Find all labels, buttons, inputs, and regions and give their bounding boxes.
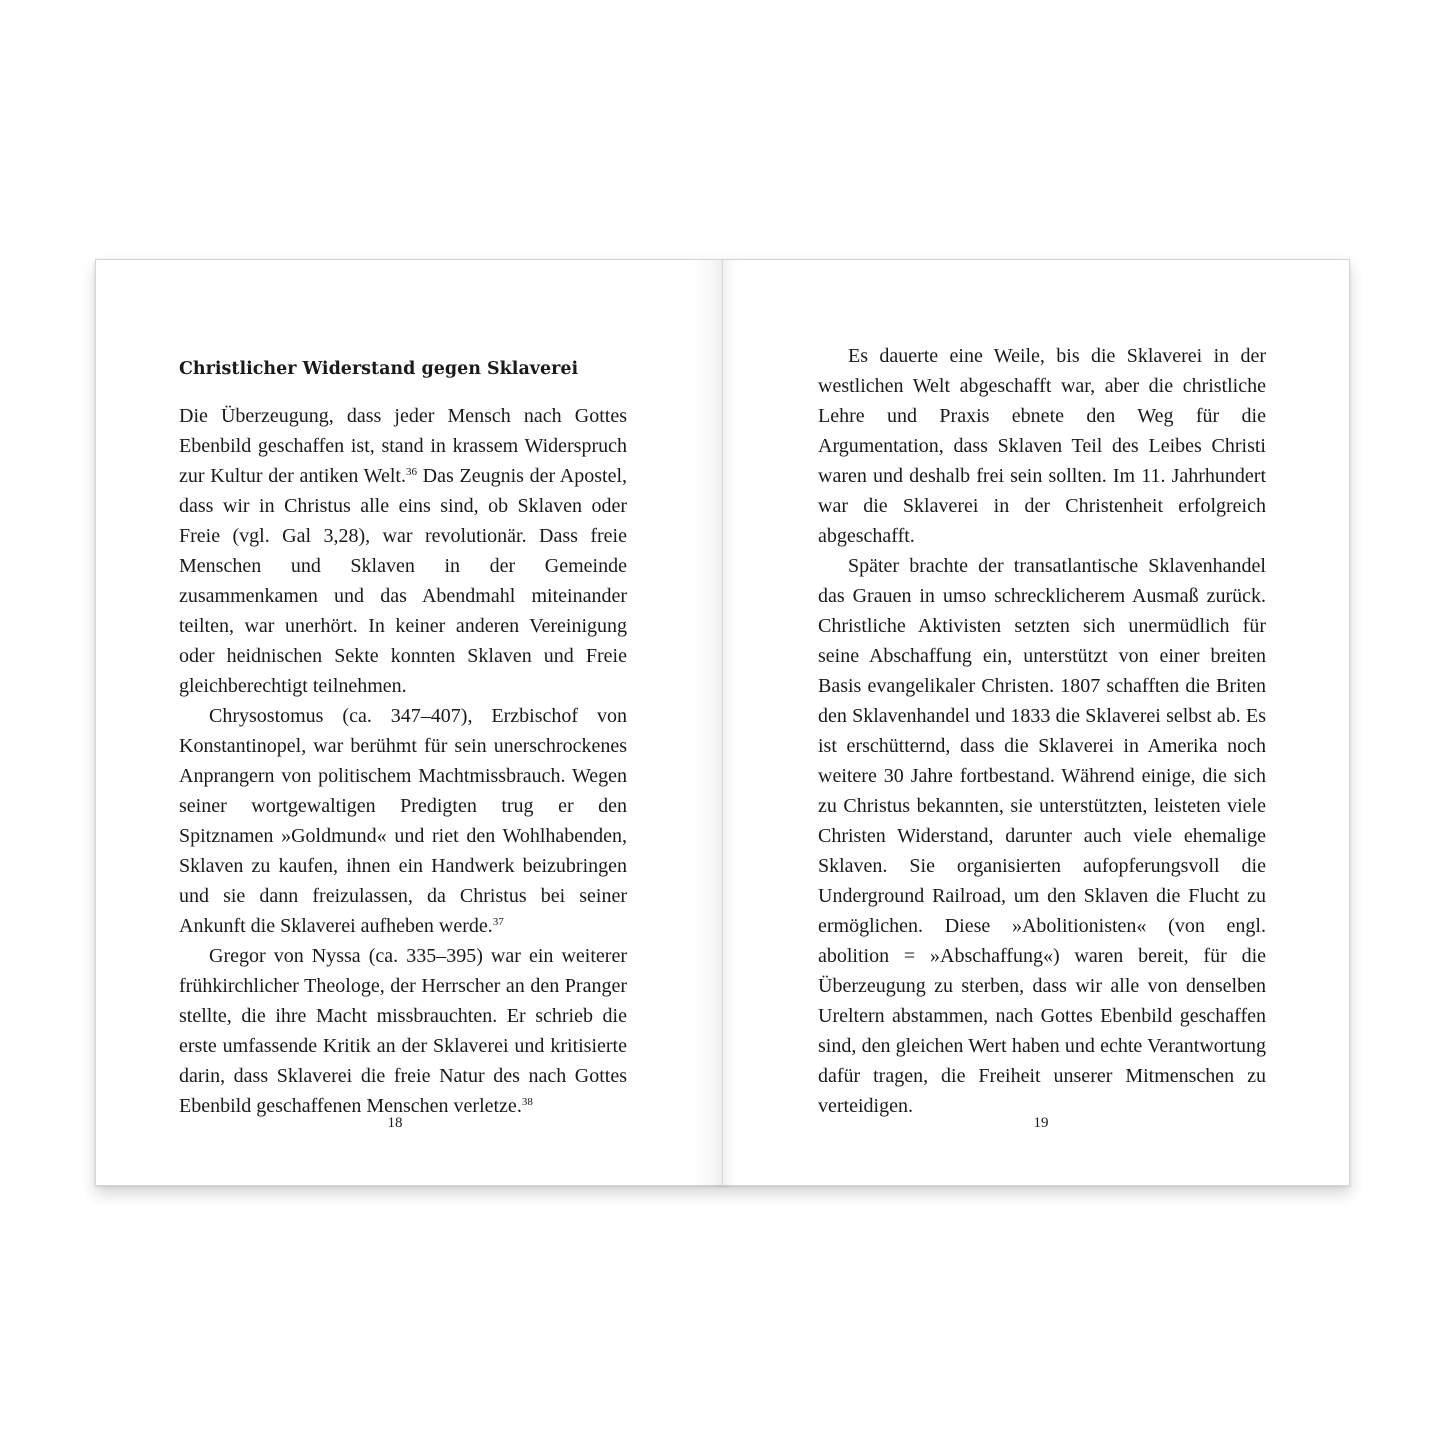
paragraph-1-text-b: Das Zeugnis der Apostel, dass wir in Christus alle eins sind, ob Sklaven oder Freie (vgl. Gal 3,28), war revolutionär. Dass freie Menschen und Sklaven in der Gemeinde zusammenkamen und das Abendmahl miteinander teilten, war unerhört. In keiner anderen Vereinigung oder heidnischen Sekte konnten Sklaven und Freie gleichberechtigt teilnehmen. (179, 465, 627, 697)
paragraph-2-text: Chrysostomus (ca. 347–407), Erzbischof von Konstantinopel, war berühmt für sein unerschrockenes Anprangern von politischem Machtmissbrauch. Wegen seiner wortgewaltigen Predigten trug er den Spitznamen »Goldmund« und riet den Wohlhabenden, Sklaven zu kaufen, ihnen ein Handwerk beizubringen und sie dann freizulassen, da Christus bei seiner Ankunft die Sklaverei aufheben werde. (179, 705, 627, 937)
footnote-ref-36: 36 (405, 466, 417, 478)
page-number-right: 19 (1033, 1115, 1049, 1131)
paragraph-5: Später brachte der transatlantische Sklavenhandel das Grauen in umso schrecklicherem Ausmaß zurück. Christliche Aktivisten setzten sich unermüdlich für seine Abschaffung ein, unterstützt von einer breiten Basis evangelikaler Christen. 1807 schafften die Briten den Sklavenhandel und 1833 die Sklaverei selbst ab. Es ist erschütternd, dass die Sklaverei in Amerika noch weitere 30 Jahre fortbestand. Während einige, die sich zu Christus bekannten, sie unterstützten, leisteten viele Christen Widerstand, darunter auch viele ehemalige Sklaven. Sie organisierten aufopferungsvoll die Underground Railroad, um den Sklaven die Flucht zu ermöglichen. Diese »Abolitionisten« (von engl. abolition = »Abschaffung«) waren bereit, für die Überzeugung zu sterben, dass wir alle von denselben Ureltern abstammen, nach Gottes Ebenbild geschaffen sind, den gleichen Wert haben und echte Verantwortung dafür tragen, die Freiheit unserer Mitmenschen zu verteidigen. (818, 555, 1266, 1117)
paragraph-2 (179, 701, 627, 941)
paragraph-4: Es dauerte eine Weile, bis die Sklaverei in der westlichen Welt abgeschafft war, aber die christliche Lehre und Praxis ebnete den Weg für die Argumentation, dass Sklaven Teil des Leibes Christi waren und deshalb frei sein sollten. Im 11. Jahrhundert war die Sklaverei in der Christenheit erfolgreich abgeschafft. (818, 345, 1266, 547)
page-number-left: 18 (387, 1115, 403, 1131)
paragraph-1 (179, 401, 627, 701)
gutter-shadow-right (723, 260, 737, 1187)
footnote-ref-38: 38 (521, 1096, 533, 1108)
left-page-body (179, 401, 627, 1121)
left-page (95, 259, 723, 1186)
book-spread (95, 259, 1350, 1186)
paragraph-1-text-a: Die Überzeugung, dass jeder Mensch nach Gottes Ebenbild geschaffen ist, stand in krassem Widerspruch zur Kultur der antiken Welt. (179, 405, 627, 487)
right-page-body (818, 341, 1266, 1121)
section-heading: Christlicher Widerstand gegen Sklaverei (179, 359, 579, 379)
paragraph-3-text: Gregor von Nyssa (ca. 335–395) war ein weiterer frühkirchlicher Theologe, der Herrscher an den Pranger stellte, die ihre Macht missbrauchten. Er schrieb die erste umfassende Kritik an der Sklaverei und kritisierte darin, dass Sklaverei die freie Natur des nach Gottes Ebenbild geschaffenen Menschen verletze. (179, 945, 627, 1117)
paragraph-3 (179, 941, 627, 1121)
footnote-ref-37: 37 (492, 916, 504, 928)
gutter-shadow-left (692, 260, 724, 1187)
right-page (722, 259, 1350, 1186)
